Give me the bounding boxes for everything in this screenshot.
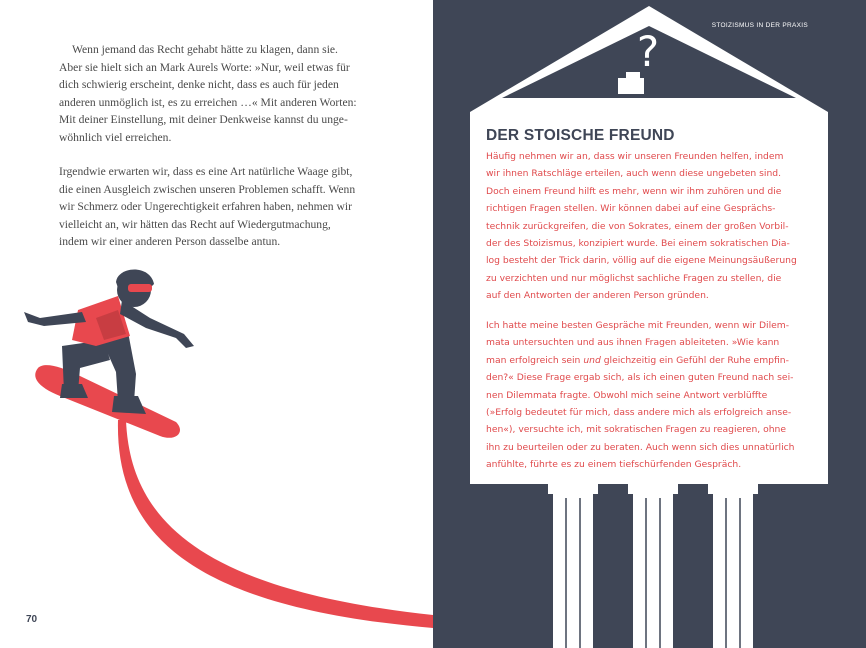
text-line: Ich hatte meine besten Gespräche mit Freunden, wenn wir Dilem- [486,320,790,331]
pedestal [618,78,644,94]
text-line: technik zurückgreifen, die von Sokrates, einem der großen Vorbil- [486,220,789,232]
text-line: (»Erfolg bedeutet für mich, dass andere mich als erfolgreich anse- [486,407,792,419]
question-mark-icon [628,28,668,76]
box-title: DER STOISCHE FREUND [486,127,675,144]
text-line: der des Stoizismus, konzipiert wurde. Bei einem sokratischen Dia- [486,238,790,250]
page-number: 70 [26,614,38,625]
text-line: dich schwierig erscheint, denke nicht, dass es auch für jeden [59,78,339,91]
text-line [486,352,816,369]
text-line: Irgendwie erwarten wir, dass es eine Art natürliche Waage gibt, [59,165,353,178]
text-line: indem wir einer anderen Person dasselbe antun. [59,235,281,248]
text-line: Mit deiner Einstellung, mit deiner Denkweise kannst du unge- [59,113,348,126]
text-line: vielleicht an, wir hätten das Recht auf Wiedergutmachung, [59,217,331,231]
box-paragraph-2 [486,317,816,474]
text-line: wir Schmerz oder Ungerechtigkeit erfahren haben, nehmen wir [59,200,352,213]
text-line: hen«), versuchte ich, mit sokratischen Fragen zu reagieren, ohne [486,424,787,436]
text-line: Häufig nehmen wir an, dass wir unseren Freunden helfen, indem [486,151,784,162]
text-fragment: gleichzeitig ein Gefühl der Ruhe empfin- [600,354,789,366]
text-line: wir ihnen Ratschläge erteilen, auch wenn diese ungebeten sind. [486,168,782,180]
text-line: anfühlte, führte es zu einem tiefschürfenden Gespräch. [486,459,742,471]
text-line: log besteht der Trick darin, völlig auf die eigene Meinungsäußerung [486,255,797,267]
text-line: ihn zu beurteilen oder zu beraten. Auch wenn sich dies unnatürlich [486,441,795,453]
text-line: Doch einem Freund hilft es mehr, wenn wir ihm zuhören und die [486,185,782,197]
text-line: nen Dilemmata fragte. Obwohl mich seine Antwort verblüffte [486,389,768,401]
text-line: Aber sie hielt sich an Mark Aurels Worte: »Nur, weil etwas für [59,60,350,74]
text-line: mata untersuchten und aus ihnen Fragen ableiteten. »Wie kann [486,337,780,349]
box-paragraph-1 [486,148,816,305]
emphasis: und [583,354,601,366]
text-line: wöhnlich viel erreichen. [59,130,172,144]
text-line: auf den Antworten der anderen Person gründen. [486,290,709,302]
text-line: die einen Ausgleich zwischen unseren Problemen schafft. Wenn [59,182,356,196]
svg-text:?: ? [636,28,660,76]
text-line: richtigen Fragen stellen. Wir können dabei auf eine Gesprächs- [486,203,776,215]
text-line: anderen unmöglich ist, es zu erreichen …« Mit anderen Worten: [59,95,357,109]
text-fragment: man erfolgreich sein [486,354,584,366]
text-line: Wenn jemand das Recht gehabt hätte zu klagen, dann sie. [72,43,338,56]
text-line: zu verzichten und nur möglichst sachliche Fragen zu stellen, die [486,272,782,284]
running-header: STOIZISMUS IN DER PRAXIS [711,22,808,29]
text-line: den?« Diese Frage ergab sich, als ich einen guten Freund nach sei- [486,372,794,384]
